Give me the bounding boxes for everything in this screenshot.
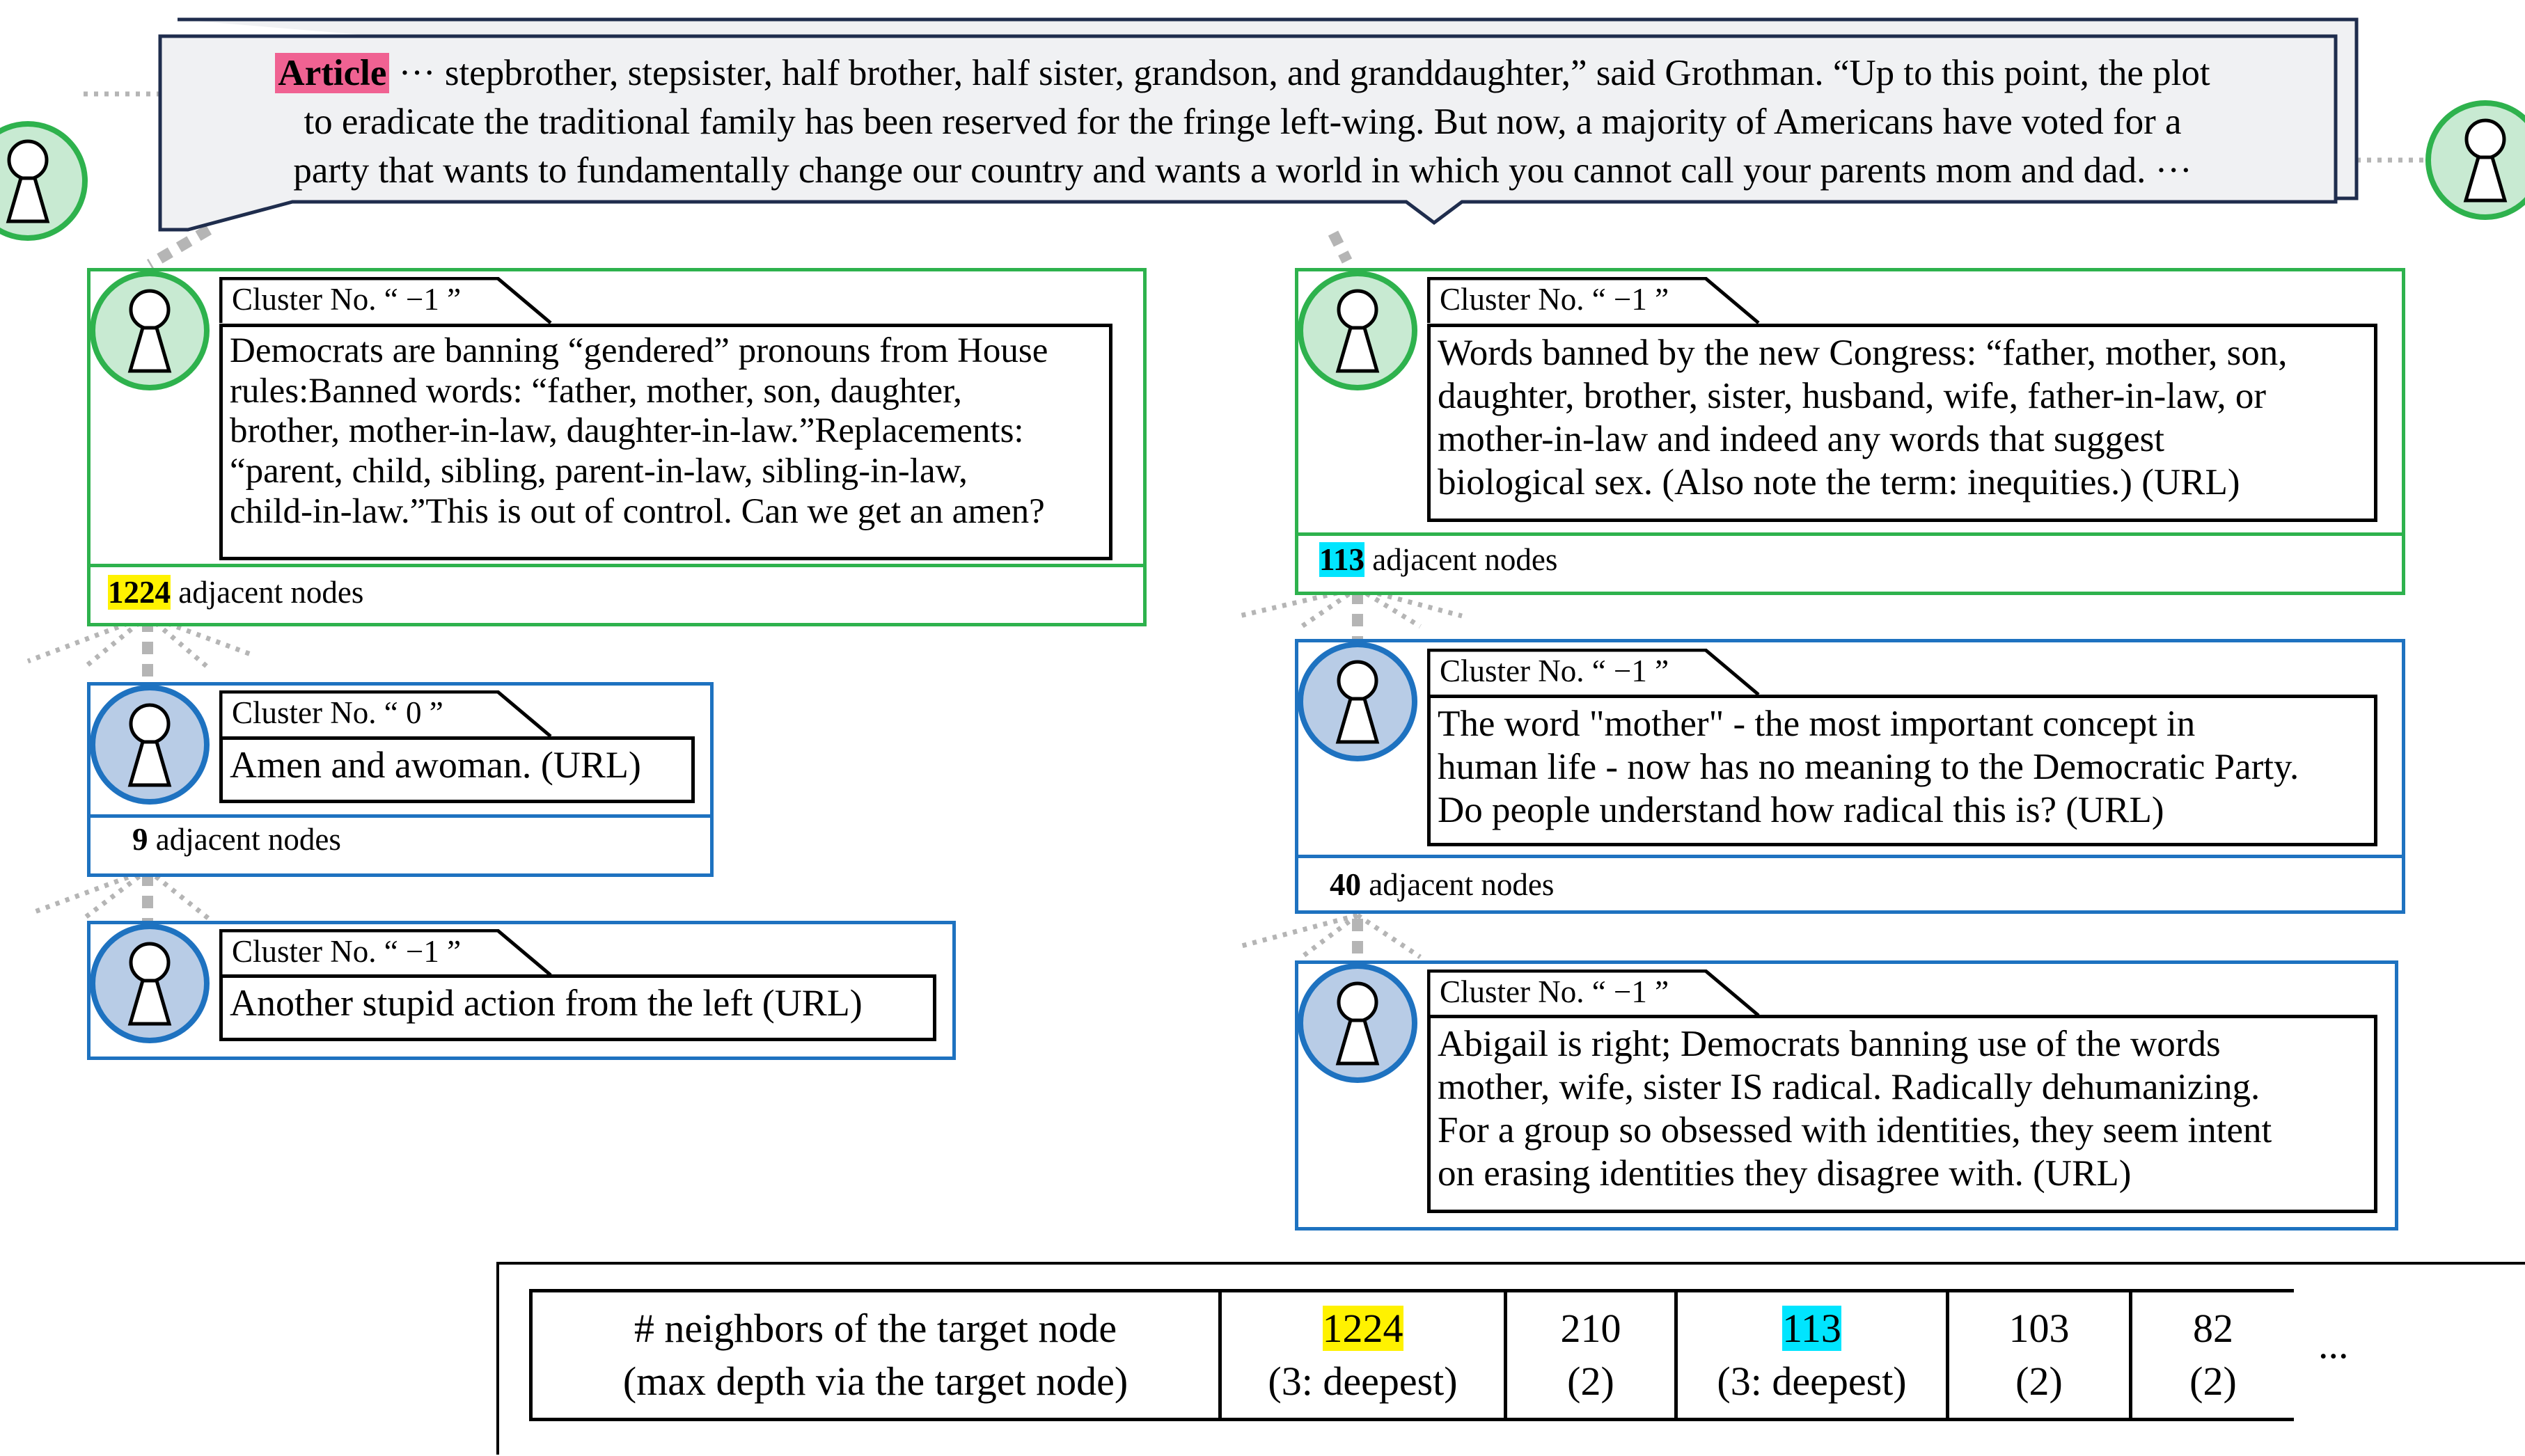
max-depth: (2) (1567, 1359, 1614, 1404)
cluster-label: Cluster No. “ −1 ” (1440, 974, 1669, 1009)
connector-line (148, 870, 209, 919)
post-line: mother, wife, sister IS radical. Radically dehumanizing. (1438, 1067, 2260, 1107)
post-line: Words banned by the new Congress: “father, mother, son, (1438, 333, 2288, 373)
user-avatar-icon (1295, 639, 1420, 764)
adjacent-nodes-label (1319, 541, 1557, 578)
neighbors-table (529, 1289, 2294, 1421)
post-line: on erasing identities they disagree with. (URL) (1438, 1153, 2132, 1194)
adjacent-count: 9 (132, 822, 148, 857)
table-cell (1948, 1291, 2131, 1420)
neighbor-count: 82 (2193, 1306, 2233, 1351)
neighbor-count: 113 (1782, 1306, 1841, 1351)
table-header-line: # neighbors of the target node (634, 1306, 1117, 1351)
max-depth: (3: deepest) (1268, 1359, 1458, 1404)
adjacent-text: adjacent nodes (1372, 542, 1558, 577)
connector-line (84, 870, 148, 919)
post-line: Democrats are banning “gendered” pronouns from House (230, 331, 1048, 370)
adjacent-text: adjacent nodes (178, 575, 364, 610)
article-label: Article (275, 53, 389, 93)
post-line: mother-in-law and indeed any words that suggest (1438, 419, 2164, 459)
table-row (531, 1291, 2295, 1420)
adjacent-nodes-label (132, 821, 341, 857)
adjacent-count: 113 (1319, 542, 1365, 577)
adjacent-nodes-label (108, 574, 363, 610)
connector-line (1302, 915, 1358, 957)
cluster-tag (1427, 970, 1761, 1014)
post-line: biological sex. (Also note the term: inequities.) (URL) (1438, 462, 2240, 503)
user-avatar-icon (87, 921, 212, 1046)
neighbor-count: 1224 (1322, 1306, 1403, 1351)
adjacent-text: adjacent nodes (1369, 867, 1555, 902)
cluster-label: Cluster No. “ 0 ” (232, 695, 443, 730)
user-avatar-icon (87, 682, 212, 807)
user-avatar-icon (87, 268, 212, 393)
adjacent-nodes-label (1330, 867, 1554, 903)
cluster-label: Cluster No. “ −1 ” (1440, 282, 1669, 317)
table-ellipsis: ... (2318, 1322, 2349, 1367)
table-header-cell (531, 1291, 1220, 1420)
node-divider (91, 564, 1143, 567)
article-line (195, 49, 2290, 97)
max-depth: (2) (2015, 1359, 2063, 1404)
post-line: The word "mother" - the most important concept in (1438, 704, 2196, 744)
post-line: rules:Banned words: “father, mother, son, daughter, (230, 371, 962, 411)
user-avatar-icon (2423, 97, 2525, 223)
post-line: Another stupid action from the left (URL) (230, 982, 863, 1024)
post-line: Do people understand how radical this is? (URL) (1438, 790, 2164, 830)
neighbor-count: 210 (1560, 1306, 1621, 1351)
post-text (219, 324, 1112, 560)
table-cell (1676, 1291, 1948, 1420)
cluster-tag (219, 929, 553, 974)
post-text (219, 736, 695, 803)
table-header-line: (max depth via the target node) (622, 1359, 1128, 1404)
post-line: child-in-law.”This is out of control. Can we get an amen? (230, 491, 1045, 531)
table-cell (2131, 1291, 2295, 1420)
table-cell (1220, 1291, 1506, 1420)
cluster-tag (1427, 277, 1761, 322)
cluster-tag (1427, 649, 1761, 693)
table-cell (1506, 1291, 1676, 1420)
adjacent-count: 40 (1330, 867, 1361, 902)
article-line: party that wants to fundamentally change our country and wants a world in which you cannot call your parents mom and dad. ··· (293, 150, 2192, 191)
max-depth: (2) (2189, 1359, 2237, 1404)
post-line: human life - now has no meaning to the Democratic Party. (1438, 747, 2299, 787)
cluster-tag (219, 277, 553, 322)
article-line-text: ··· stepbrother, stepsister, half brother, half sister, grandson, and granddaughter,” said Grothman. “Up to this point, the plot (398, 53, 2210, 93)
node-divider (1298, 532, 2402, 536)
user-avatar-icon (1295, 268, 1420, 393)
post-line: Amen and awoman. (URL) (230, 744, 641, 786)
connector-line (1358, 915, 1420, 957)
cluster-label: Cluster No. “ −1 ” (1440, 654, 1669, 688)
neighbor-count: 103 (2008, 1306, 2070, 1351)
article-text (195, 49, 2290, 195)
post-line: For a group so obsessed with identities, they seem intent (1438, 1110, 2272, 1150)
post-text (1427, 324, 2377, 522)
cluster-label: Cluster No. “ −1 ” (232, 282, 462, 317)
user-avatar-icon (0, 118, 118, 244)
post-line: daughter, brother, sister, husband, wife, father-in-law, or (1438, 376, 2267, 416)
adjacent-count: 1224 (108, 575, 171, 610)
max-depth: (3: deepest) (1717, 1359, 1907, 1404)
cluster-label: Cluster No. “ −1 ” (232, 934, 462, 969)
post-text (1427, 1015, 2377, 1213)
article-line: to eradicate the traditional family has been reserved for the fringe left-wing. But now, a majority of Americans have voted for a (304, 102, 2182, 142)
post-line: Abigail is right; Democrats banning use of the words (1438, 1024, 2221, 1064)
user-avatar-icon (1295, 960, 1420, 1086)
adjacent-text: adjacent nodes (155, 822, 341, 857)
post-text (219, 974, 936, 1041)
node-divider (91, 814, 710, 818)
post-line: “parent, child, sibling, parent-in-law, sibling-in-law, (230, 451, 968, 491)
cluster-tag (219, 690, 553, 735)
post-line: brother, mother-in-law, daughter-in-law.”Replacements: (230, 411, 1024, 451)
post-text (1427, 695, 2377, 846)
node-divider (1298, 855, 2402, 858)
